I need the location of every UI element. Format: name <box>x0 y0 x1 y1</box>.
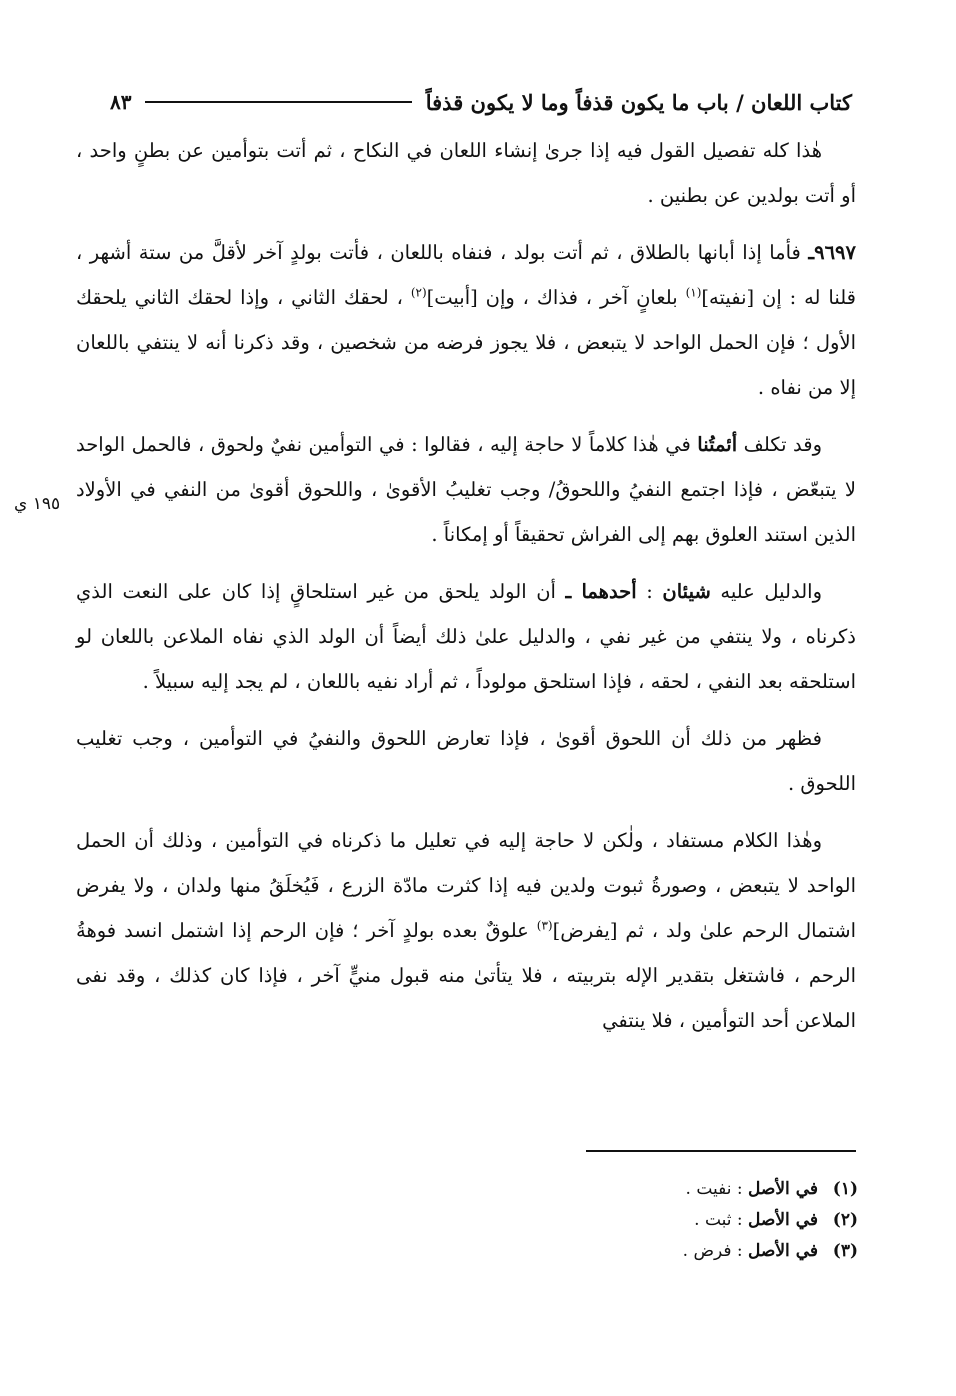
paragraph-text: : <box>636 580 663 603</box>
bold-term: شيئان <box>662 580 711 603</box>
paragraph-text: هٰذا كله تفصيل القول فيه إذا جرىٰ إنشاء اللعان في النكاح ، ثم أتت بتوأمين عن بطنٍ واحد ، أو أتت بولدين عن بطنين . <box>76 139 856 207</box>
margin-note: ١٩٥ ي <box>14 494 61 514</box>
footnotes <box>683 1174 858 1267</box>
footnote-number: (١) <box>832 1179 858 1199</box>
footnote-text: : فرض . <box>682 1241 749 1261</box>
page-number: ٨٣ <box>110 90 132 114</box>
paragraph-text: في هٰذا كلاماً لا حاجة إليه ، فقالوا : في التوأمين نفيٌ ولحوق ، فالحمل الواحد لا يتبعّض ، فإذا اجتمع النفيُ واللحوقُ/ وجب تغليبُ الأقوىٰ ، واللحوق أقوىٰ من النفي في الأولاد الذين استند العلوق بهم إلى الفراش تحقيقاً أو إمكاناً . <box>76 433 856 546</box>
footnote-ref: (١) <box>685 285 702 300</box>
paragraph-5 <box>76 716 856 806</box>
paragraph-1 <box>76 128 856 218</box>
bold-term: أئمتُنا <box>697 433 738 456</box>
footnote-text: : نفيت . <box>685 1179 749 1199</box>
paragraph-text: ، لحقك الثاني ، وإذا لحقك الثاني يلحقك الأول ؛ فإن الحمل الواحد لا يتبعض ، فلا يجوز فرضه من شخصين ، وقد ذكرنا أنه لا ينتفي باللعان إلا من نفاه . <box>76 286 856 399</box>
paragraph-text: وهٰذا الكلام مستفاد ، ولٰكن لا حاجة إليه في تعليل ما ذكرناه في التوأمين ، وذلك أن الحمل الواحد لا يتبعض ، وصورةُ ثبوت ولدين فيه إذا كثرت مادّة الزرع ، فَيُخلَقُ منها ولدان ، ولا يفرض اشتمال الرحم علىٰ ولد ، ثم [يفرض] <box>76 829 857 942</box>
footnote-key: في الأصل <box>748 1241 818 1261</box>
running-header <box>110 82 852 122</box>
header-title: كتاب اللعان / باب ما يكون قذفاً وما لا يكون قذفاً <box>425 89 852 115</box>
footnote-key: في الأصل <box>748 1210 818 1230</box>
header-rule <box>145 101 411 103</box>
footnote-1 <box>683 1174 858 1205</box>
footnote-key: في الأصل <box>748 1179 818 1199</box>
paragraph-text: بلعانٍ آخر ، فذاك ، وإن [أبيت] <box>426 286 686 309</box>
bold-term: أحدهما ـ <box>565 580 637 603</box>
main-text <box>76 128 856 1055</box>
footnote-ref: (٣) <box>536 918 553 933</box>
paragraph-text: فأما إذا أبانها بالطلاق ، ثم أتت بولد ، فنفاه باللعان ، فأتت بولدٍ آخر لأقلَّ من ستة أشهر ، قلنا له : إن [نفيته] <box>76 241 856 309</box>
footnote-separator <box>586 1150 856 1152</box>
footnote-3 <box>683 1236 858 1267</box>
paragraph-9697 <box>76 230 856 410</box>
paragraph-number: ٩٦٩٧ـ <box>808 241 856 264</box>
paragraph-6 <box>76 818 856 1043</box>
footnote-text: : ثبت . <box>694 1210 749 1230</box>
paragraph-text: علوقٌ بعده بولدٍ آخر ؛ فإن الرحم إذا اشتمل انسد فوهةُ الرحم ، فاشتغل بتقدير الإله بتربيته ، فلا يتأتىٰ منه قبول منيٍّ آخر ، فإذا كان كذلك ، وقد نفى الملاعن أحد التوأمين ، فلا ينتفي <box>76 919 856 1032</box>
paragraph-text: والدليل عليه <box>710 580 823 603</box>
footnote-2 <box>683 1205 858 1236</box>
paragraph-text: أن الولد يلحق من غير استلحاقٍ إذا كان على النعت الذي ذكرناه ، ولا ينتفي من غير نفي ، والدليل علىٰ ذلك أيضاً أن الولد الذي نفاه الملاعن باللعان لو استلحقه بعد النفي ، لحقه ، فإذا استلحق مولوداً ، ثم أراد نفيه باللعان ، لم يجد إليه سبيلاً . <box>76 580 856 693</box>
paragraph-text: فظهر من ذلك أن اللحوق أقوىٰ ، فإذا تعارض اللحوق والنفيُ في التوأمين ، وجب تغليب اللحوق . <box>76 727 856 795</box>
paragraph-4 <box>76 569 856 704</box>
footnote-number: (٣) <box>832 1241 858 1261</box>
paragraph-3 <box>76 422 856 557</box>
footnote-ref: (٢) <box>410 285 427 300</box>
paragraph-text: وقد تكلف <box>737 433 822 456</box>
footnote-number: (٢) <box>832 1210 858 1230</box>
